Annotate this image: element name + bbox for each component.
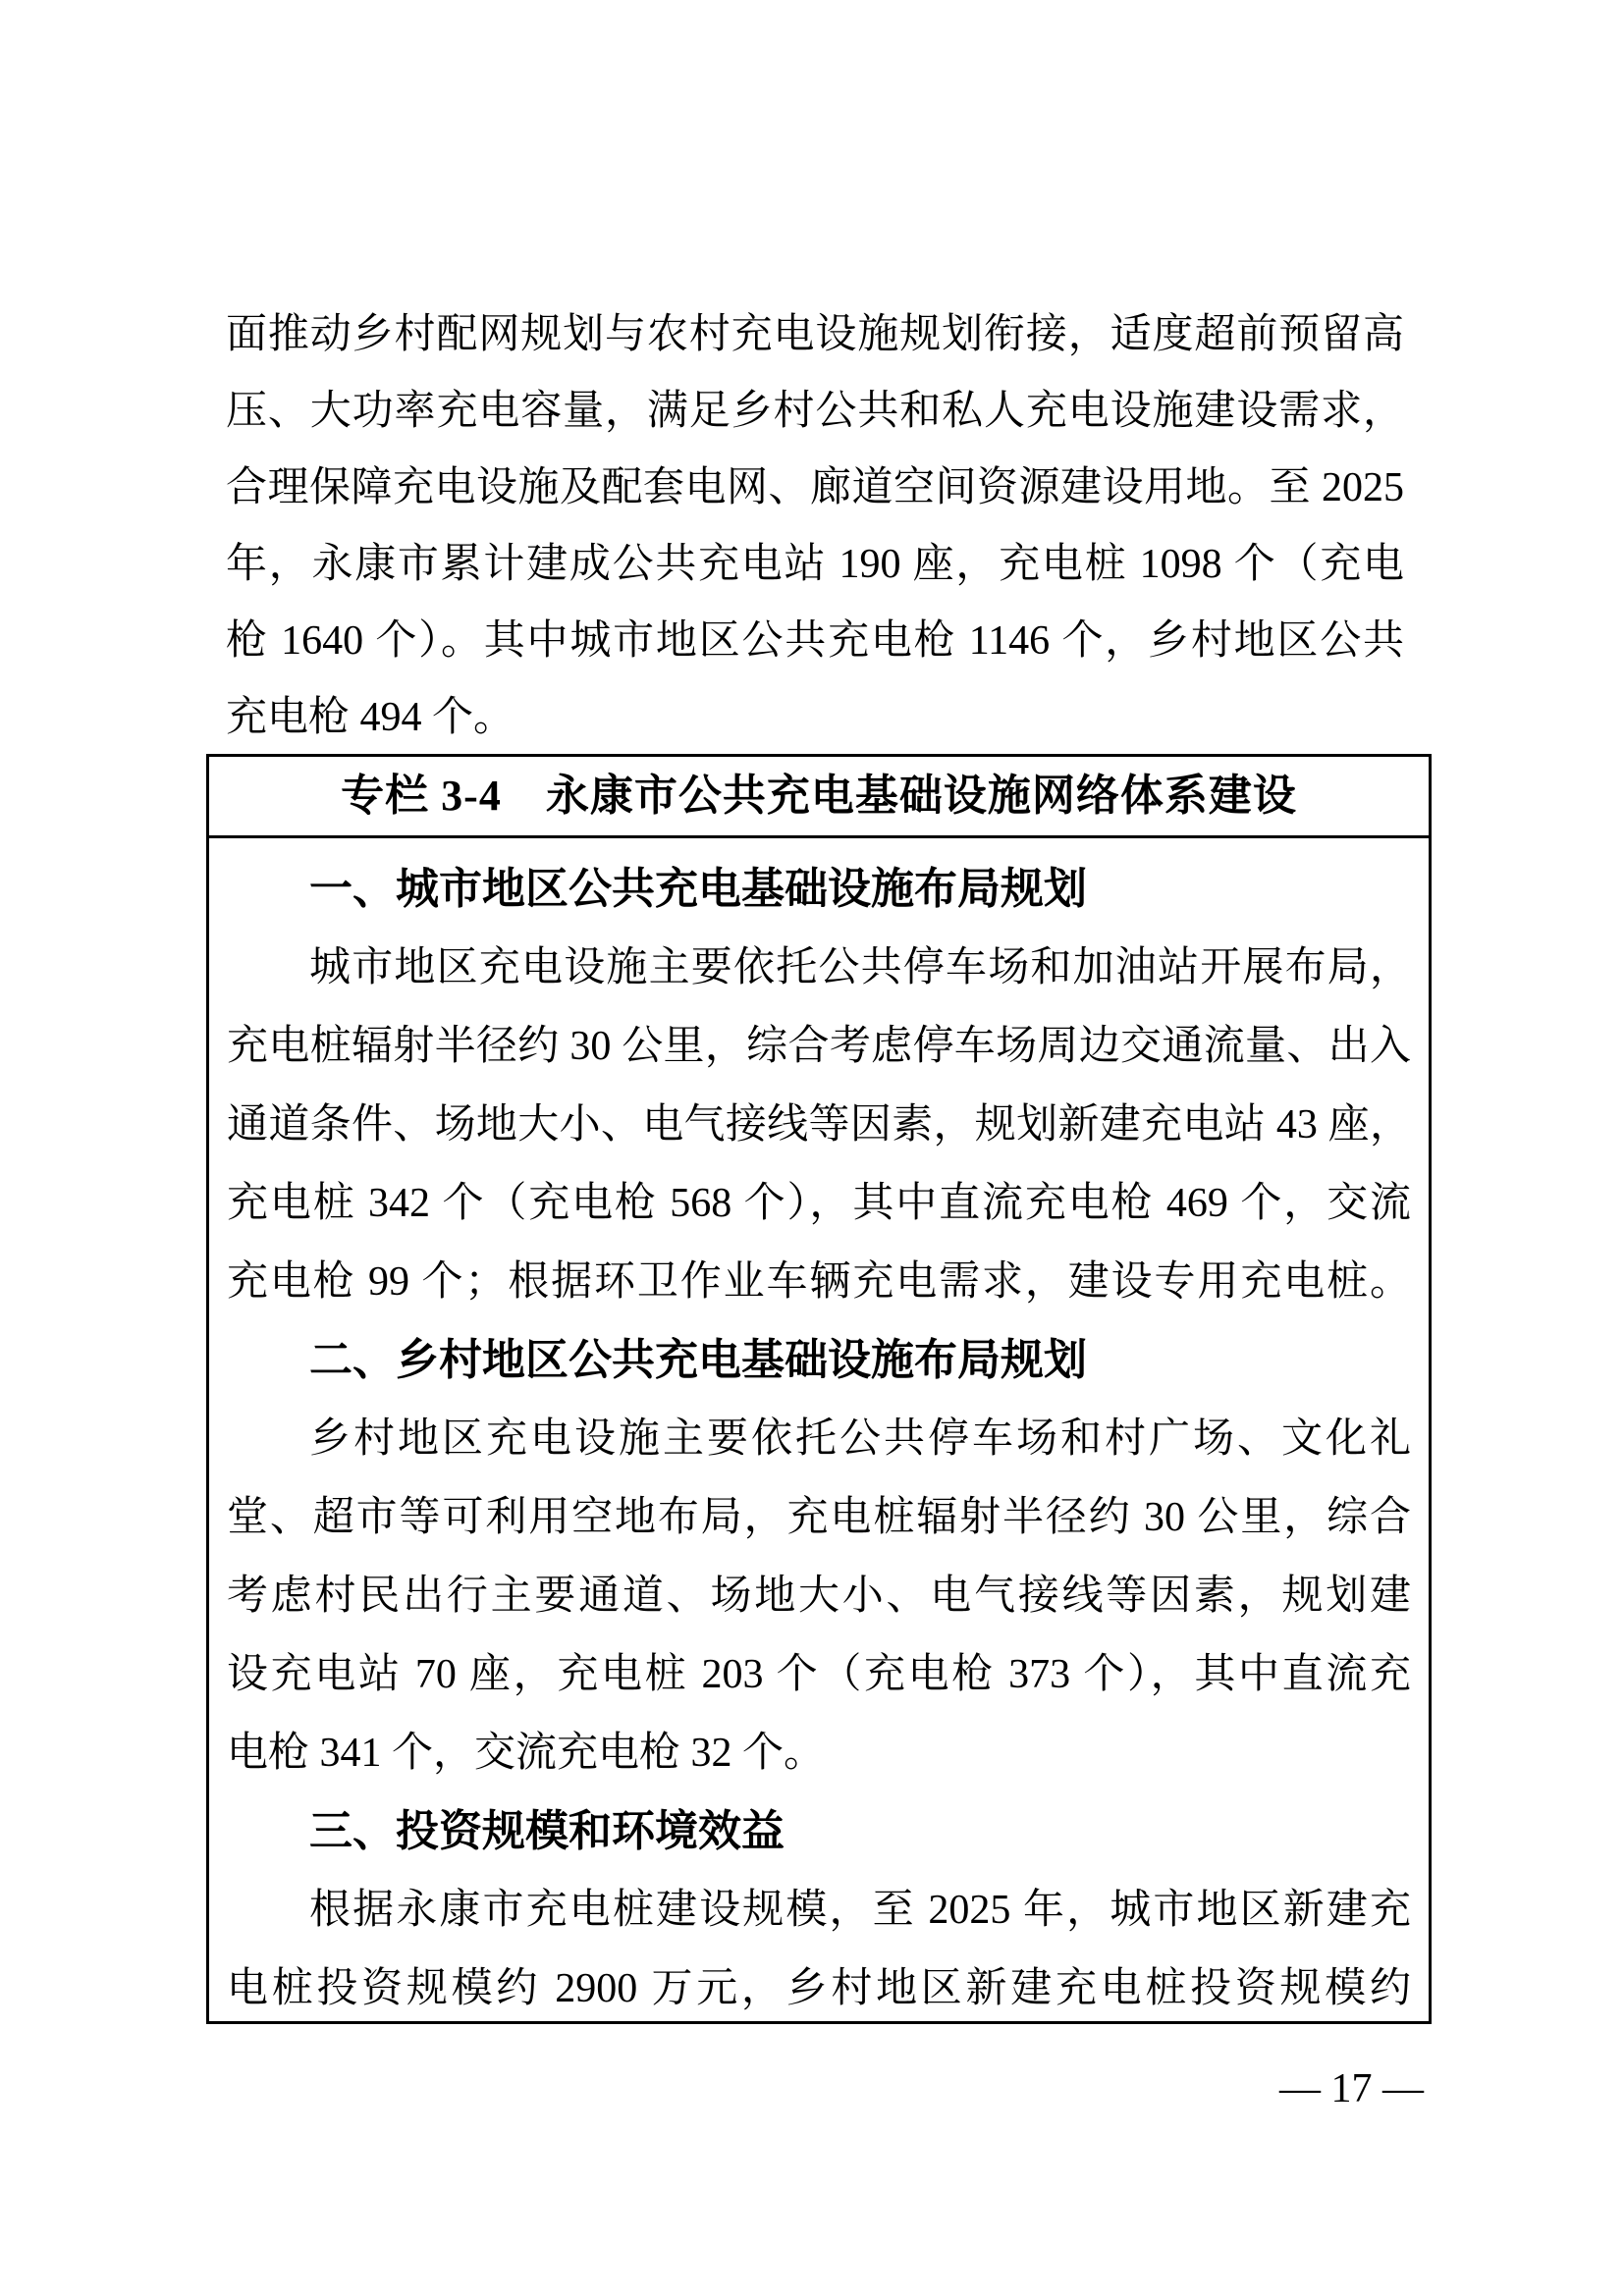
section-heading-2: 二、乡村地区公共充电基础设施布局规划 <box>309 1336 1087 1384</box>
text-line: 面推动乡村配网规划与农村充电设施规划衔接，适度超前预留高 <box>226 312 1404 357</box>
text-line: 堂、超市等可利用空地布局，充电桩辐射半径约 30 公里，综合 <box>227 1495 1411 1540</box>
panel-body <box>209 838 1429 2032</box>
text-line: 压、大功率充电容量，满足乡村公共和私人充电设施建设需求， <box>226 389 1404 434</box>
text-line: 枪 1640 个）。其中城市地区公共充电枪 1146 个，乡村地区公共 <box>226 618 1404 664</box>
text-line: 年，永康市累计建成公共充电站 190 座，充电桩 1098 个（充电 <box>226 542 1404 587</box>
text-line: 充电桩 342 个（充电枪 568 个），其中直流充电枪 469 个，交流 <box>227 1181 1411 1226</box>
panel-bottom-pad <box>227 2028 1411 2032</box>
text-line: 充电枪 99 个；根据环卫作业车辆充电需求，建设专用充电桩。 <box>227 1259 1411 1305</box>
panel-box <box>206 754 1432 2024</box>
text-line: 城市地区充电设施主要依托公共停车场和加油站开展布局， <box>309 945 1411 990</box>
text-line: 电枪 341 个，交流充电枪 32 个。 <box>227 1731 826 1776</box>
text-line: 根据永康市充电桩建设规模，至 2025 年，城市地区新建充 <box>309 1888 1411 1933</box>
page-number: — 17 — <box>1279 2066 1424 2111</box>
text-line: 通道条件、场地大小、电气接线等因素，规划新建充电站 43 座， <box>227 1102 1411 1148</box>
panel-title: 专栏 3-4 永康市公共充电基础设施网络体系建设 <box>209 757 1429 838</box>
text-line: 设充电站 70 座，充电桩 203 个（充电枪 373 个），其中直流充 <box>227 1652 1411 1697</box>
text-line: 乡村地区充电设施主要依托公共停车场和村广场、文化礼 <box>309 1416 1411 1462</box>
text-line: 考虑村民出行主要通道、场地大小、电气接线等因素，规划建 <box>227 1574 1411 1619</box>
section-heading-3: 三、投资规模和环境效益 <box>309 1807 785 1855</box>
text-line: 充电枪 494 个。 <box>226 695 515 740</box>
section-heading-1: 一、城市地区公共充电基础设施布局规划 <box>309 865 1087 913</box>
intro-paragraph <box>226 296 1404 756</box>
text-line: 合理保障充电设施及配套电网、廊道空间资源建设用地。至 2025 <box>226 465 1404 510</box>
text-line: 充电桩辐射半径约 30 公里，综合考虑停车场周边交通流量、出入 <box>227 1024 1411 1069</box>
text-line: 电桩投资规模约 2900 万元，乡村地区新建充电桩投资规模约 <box>227 1966 1411 2011</box>
